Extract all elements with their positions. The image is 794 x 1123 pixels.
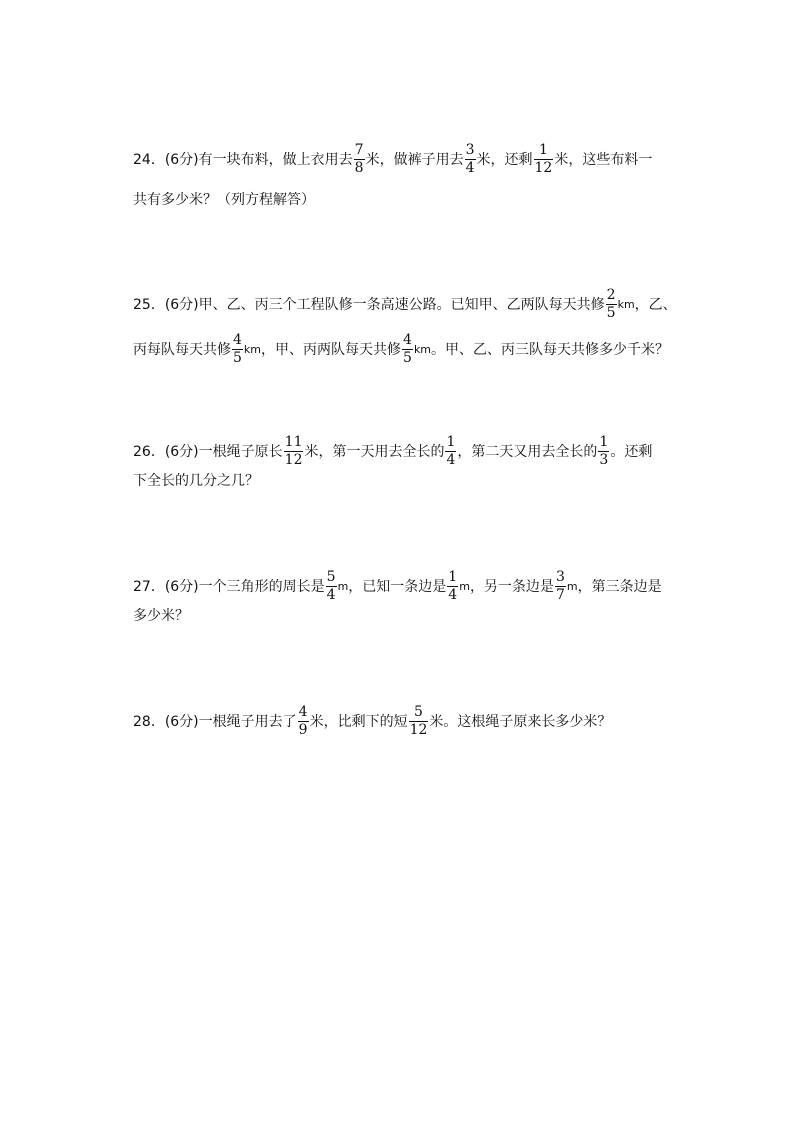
q27-unit-2: m [459,579,470,593]
q26-text-5: 下全长的几分之几？ [133,473,259,489]
q24-fraction-3 [534,142,554,177]
q27-fraction-1-numerator: 5 [326,569,336,585]
q24-fraction-3-numerator: 1 [538,142,548,158]
q25-fraction-1-numerator: 2 [606,287,616,303]
q24-fraction-2 [465,142,476,177]
q25-unit-1: km [617,297,635,311]
q28-fraction-1-denominator: 9 [298,722,308,738]
question-24-line-2 [133,190,693,210]
q25-fraction-2-numerator: 4 [233,332,242,348]
q27-text-1: 27．(6分)一个三角形的周长是 [133,578,325,595]
q25-text-5: 。甲、乙、丙三队每天共修多少千米？ [431,341,670,358]
q26-fraction-3 [598,434,609,469]
q27-fraction-2-numerator: 1 [448,569,458,585]
q24-text-4: 米，这些布料一 [554,151,653,168]
q28-text-3: 米。这根绳子原来长多少米？ [429,713,612,730]
q25-fraction-3-numerator: 4 [403,332,412,348]
q28-text-1: 28．(6分)一根绳子用去了 [133,713,297,730]
q24-text-5: 共有多少米？（列方程解答） [133,192,315,208]
q24-fraction-1 [354,142,365,177]
question-24-line-1 [133,142,693,177]
question-25-line-2 [133,332,693,367]
q26-fraction-2 [445,434,456,469]
q24-fraction-1-numerator: 7 [354,142,364,158]
q26-fraction-1 [284,434,304,469]
q24-fraction-2-numerator: 3 [465,142,475,158]
q27-fraction-2-denominator: 4 [448,587,458,603]
question-27-line-2 [133,606,693,626]
q27-unit-3: m [566,579,578,593]
q27-fraction-1 [326,569,337,604]
q27-fraction-1-denominator: 4 [326,587,336,603]
q26-fraction-2-denominator: 4 [446,452,456,468]
q28-fraction-2-denominator: 12 [409,722,428,738]
q27-text-4: ，第三条边是 [577,578,662,595]
q25-unit-3: km [413,342,432,356]
q25-text-3: 丙每队每天共修 [133,341,231,358]
q25-fraction-1-denominator: 5 [606,305,616,321]
q27-fraction-2 [447,569,458,604]
q24-fraction-3-denominator: 12 [534,160,553,176]
q25-text-2: ，乙、 [634,296,677,313]
q24-fraction-1-denominator: 8 [354,160,364,176]
q26-fraction-3-numerator: 1 [599,434,609,450]
q27-fraction-3 [555,569,566,604]
q26-text-2: 米，第一天用去全长的 [304,443,445,460]
q27-text-5: 多少米？ [133,608,189,624]
question-26-line-1 [133,434,693,469]
q25-fraction-3-denominator: 5 [403,350,412,366]
q26-fraction-3-denominator: 3 [599,452,609,468]
question-26-line-2 [133,471,693,491]
q26-text-4: 。还剩 [610,443,653,460]
q26-fraction-1-denominator: 12 [284,452,303,468]
q25-fraction-3 [402,332,413,367]
q25-fraction-2 [232,332,243,367]
q24-fraction-2-denominator: 4 [465,160,475,176]
q27-text-3: ，另一条边是 [469,578,554,595]
q27-text-2: ，已知一条边是 [348,578,447,595]
q24-text-3: 米，还剩 [476,151,533,168]
question-27-line-1 [133,569,693,604]
q25-text-4: ，甲、丙两队每天共修 [261,341,402,358]
question-25-line-1 [133,287,693,322]
q24-text-2: 米，做裤子用去 [365,151,464,168]
q28-fraction-1 [298,704,309,739]
q28-fraction-2-numerator: 5 [414,704,423,720]
q25-fraction-1 [606,287,617,322]
q28-fraction-1-numerator: 4 [298,704,308,720]
q28-text-2: 米，比剩下的短 [309,713,408,730]
q26-text-3: ，第二天又用去全长的 [457,443,598,460]
q26-fraction-1-numerator: 11 [284,434,303,450]
q28-fraction-2 [409,704,429,739]
question-28-line-1 [133,704,693,739]
q25-unit-2: km [243,342,262,356]
q26-text-1: 26．(6分)一根绳子原长 [133,443,283,460]
q27-fraction-3-denominator: 7 [555,587,565,603]
q25-text-1: 25．(6分)甲、乙、丙三个工程队修一条高速公路。已知甲、乙两队每天共修 [133,296,605,313]
q27-fraction-3-numerator: 3 [555,569,565,585]
q27-unit-1: m [337,579,349,593]
q26-fraction-2-numerator: 1 [446,434,456,450]
q24-text-1: 24．(6分)有一块布料，做上衣用去 [133,151,353,168]
q25-fraction-2-denominator: 5 [233,350,242,366]
